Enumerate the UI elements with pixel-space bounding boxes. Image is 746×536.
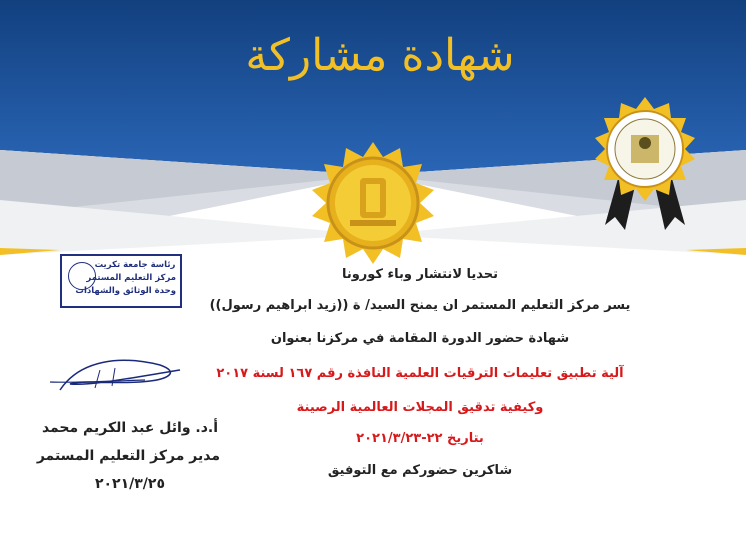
course-title-line-2: وكيفية تدقيق المجلات العالمية الرصينة bbox=[296, 400, 544, 415]
recipient-line: يسر مركز التعليم المستمر ان يمنح السيد/ ة ((زيد ابراهيم رسول)) bbox=[209, 298, 631, 313]
intro-line: تحديا لانتشار وباء كورونا bbox=[341, 267, 499, 282]
university-emblem-icon bbox=[310, 140, 436, 266]
attendance-line: شهادة حضور الدورة المقامة في مركزنا بعنوان bbox=[270, 331, 570, 346]
stamp-line: وحدة الوثائق والشهادات bbox=[75, 286, 176, 296]
course-date-line: بتاريخ ٢٢-٢٠٢١/٣/٢٣ bbox=[356, 431, 484, 446]
signatory-name: أ.د. وائل عبد الكريم محمد bbox=[41, 420, 219, 436]
stamp-line: مركز التعليم المستمر bbox=[86, 273, 176, 283]
course-title-line-1: آلية تطبيق تعليمات الترقيات العلمية النافذة رقم ١٦٧ لسنة ٢٠١٧ bbox=[216, 366, 624, 381]
signatory-position: مدير مركز التعليم المستمر bbox=[36, 448, 220, 464]
closing-line: شاكرين حضوركم مع التوفيق bbox=[327, 463, 513, 478]
certificate-title: شهادة مشاركة bbox=[245, 30, 515, 81]
university-seal-icon bbox=[585, 95, 705, 230]
signature-date: ٢٠٢١/٣/٢٥ bbox=[94, 476, 166, 492]
stamp-line: رئاسة جامعة تكريت bbox=[94, 260, 176, 270]
